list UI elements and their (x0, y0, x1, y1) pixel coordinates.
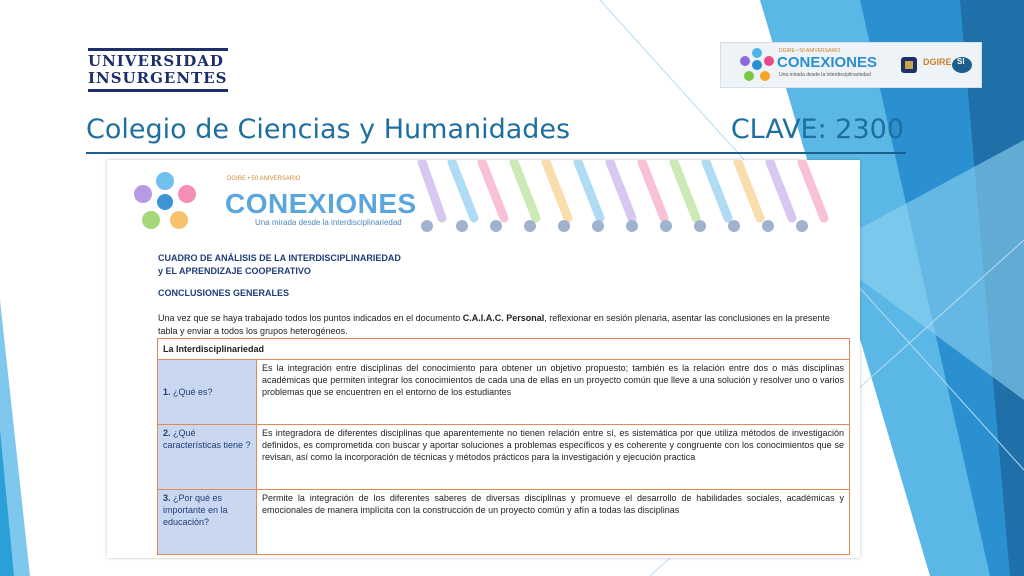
analysis-document (107, 160, 860, 558)
instructions-text-start: Una vez que se haya trabajado todos los puntos indicados en el documento (158, 313, 463, 323)
document-logo-subtitle: Una mirada desde la interdisciplinariedad (255, 218, 402, 227)
decorative-color-stripes (412, 160, 842, 234)
question-cell (158, 490, 257, 555)
table-header: La Interdisciplinariedad (158, 339, 850, 360)
conexiones-logo-icon (133, 172, 197, 232)
instructions-text-end: , reflexionar en sesión plenaria, asentar las conclusiones en la presente tabla y enviar a todos los grupos heterogéneos. (158, 313, 830, 336)
question-text: ¿Qué características tiene ? (163, 428, 251, 450)
question-text: ¿Qué es? (173, 387, 213, 397)
si-badge-text: SI (957, 57, 965, 66)
table-row (158, 360, 850, 425)
universidad-insurgentes-logo (88, 46, 228, 94)
document-logo (133, 166, 423, 234)
answer-cell: Es la integración entre disciplinas del conocimiento para obtener un objetivo propuesto; también es la relación entre dos o más disciplinas académicas que permiten integrar los conocimientos de cada una de ellas en un proyecto común que lleve a una solución y resolver uno o varios problemas que se encuentren en el entorno de los estudiantes (257, 360, 850, 425)
document-instructions (158, 312, 848, 338)
unam-crest-icon (899, 55, 919, 75)
question-number: 2. (163, 428, 171, 438)
course-clave: CLAVE: 2300 (730, 114, 904, 145)
banner-anniversary-text: DGIRE • 50 ANIVERSARIO (779, 48, 841, 54)
table-header-row (158, 339, 850, 360)
conexiones-molecule-icon (739, 47, 775, 83)
document-title-line-2: y EL APRENDIZAJE COOPERATIVO (158, 266, 311, 276)
analysis-table (157, 338, 850, 555)
document-title (158, 252, 401, 278)
banner-title: CONEXIONES (777, 54, 878, 71)
instructions-document-name: C.A.I.A.C. Personal (462, 313, 545, 323)
document-subtitle: CONCLUSIONES GENERALES (158, 288, 290, 298)
table-row (158, 425, 850, 490)
answer-cell: Es integradora de diferentes disciplinas que aparentemente no tienen relación entre sí, es sistemática por que utiliza métodos de investigación definidos, es comprometida con buscar y aportar soluciones a problemas específicos y es coherente y congruente con los conocimientos que se revisan, así como la incorporación de técnicas y métodos prácticos para la investigación y ejecución practica (257, 425, 850, 490)
question-cell (158, 360, 257, 425)
conexiones-banner (720, 42, 982, 88)
course-title: Colegio de Ciencias y Humanidades (86, 114, 571, 145)
document-title-line-1: CUADRO DE ANÁLISIS DE LA INTERDISCIPLINARIEDAD (158, 253, 401, 263)
answer-cell: Permite la integración de los diferentes saberes de diversas disciplinas y promueve el desarrollo de habilidades sociales, académicas y emocionales de manera implícita con la construcción de un proyecto común y afín a todas las disciplinas (257, 490, 850, 555)
banner-subtitle: Una mirada desde la interdisciplinariedad (779, 72, 871, 78)
table-row (158, 490, 850, 555)
question-number: 1. (163, 387, 171, 397)
question-text: ¿Por qué es importante en la educación? (163, 493, 228, 527)
document-logo-anniversary: DGIRE • 50 ANIVERSARIO (227, 176, 301, 182)
dgire-50-badge: DGIRE (923, 57, 952, 67)
question-cell (158, 425, 257, 490)
logo-line-1: UNIVERSIDAD (88, 52, 224, 70)
document-logo-title: CONEXIONES (225, 188, 417, 219)
question-number: 3. (163, 493, 171, 503)
page-heading (86, 112, 906, 154)
logo-line-2: INSURGENTES (88, 69, 228, 87)
